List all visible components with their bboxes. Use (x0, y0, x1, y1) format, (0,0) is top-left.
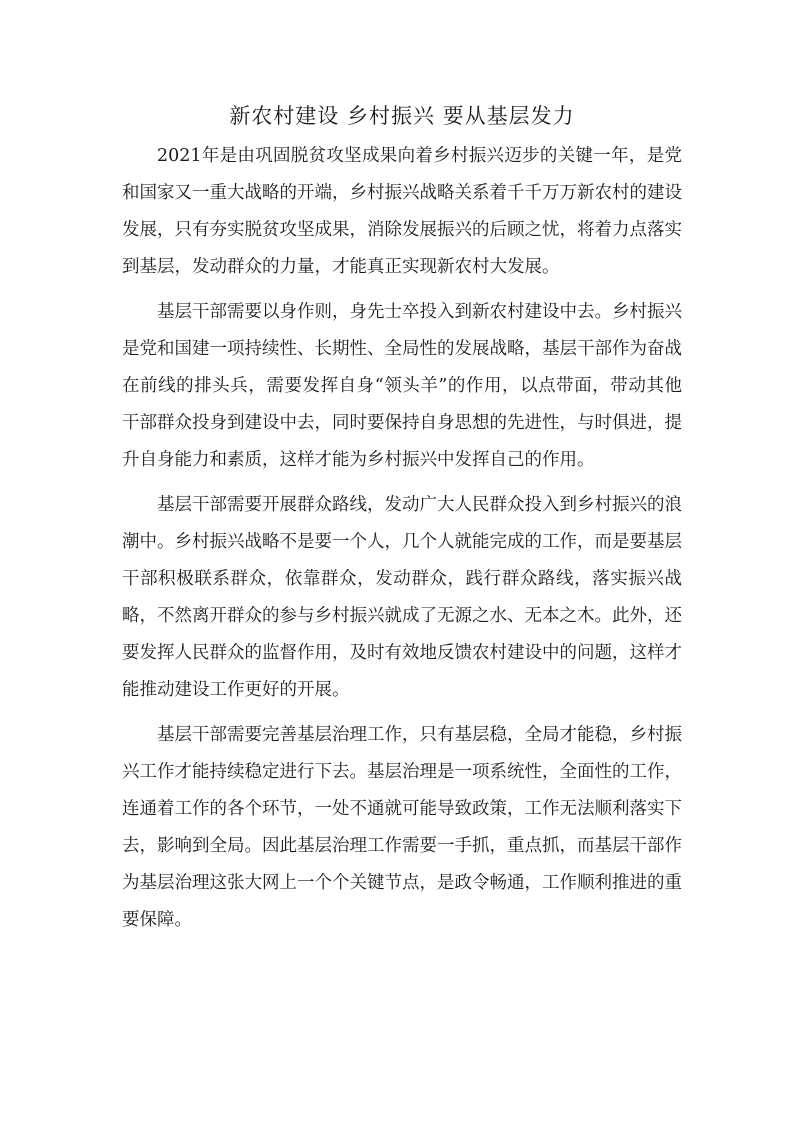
document-body (122, 100, 682, 947)
paragraph-4: 基层干部需要完善基层治理工作，只有基层稳，全局才能稳，乡村振兴工作才能持续稳定进行下去。基层治理是一项系统性，全面性的工作，连通着工作的各个环节，一处不通就可能导致政策，工作无法顺利落实下去，影响到全局。因此基层治理工作需要一手抓，重点抓，而基层干部作为基层治理这张大网上一个个关键节点，是政令畅通，工作顺利推进的重要保障。 (122, 725, 682, 930)
paragraph-2: 基层干部需要以身作则，身先士卒投入到新农村建设中去。乡村振兴是党和国建一项持续性、长期性、全局性的发展战略，基层干部作为奋战在前线的排头兵，需要发挥自身“领头羊”的作用，以点带面，带动其他干部群众投身到建设中去，同时要保持自身思想的先进性，与时俱进，提升自身能力和素质，这样才能为乡村振兴中发挥自己的作用。 (122, 302, 682, 470)
paragraph-1: 2021年是由巩固脱贫攻坚成果向着乡村振兴迈步的关键一年，是党和国家又一重大战略的开端，乡村振兴战略关系着千千万万新农村的建设发展，只有夯实脱贫攻坚成果，消除发展振兴的后顾之忧，将着力点落实到基层，发动群众的力量，才能真正实现新农村大发展。 (122, 146, 682, 277)
paragraph-3: 基层干部需要开展群众路线，发动广大人民群众投入到乡村振兴的浪潮中。乡村振兴战略不是要一个人，几个人就能完成的工作，而是要基层干部积极联系群众，依靠群众，发动群众，践行群众路线，落实振兴战略，不然离开群众的参与乡村振兴就成了无源之水、无本之木。此外，还要发挥人民群众的监督作用，及时有效地反馈农村建设中的问题，这样才能推动建设工作更好的开展。 (122, 495, 682, 700)
document-title: 新农村建设 乡村振兴 要从基层发力 (229, 104, 575, 128)
